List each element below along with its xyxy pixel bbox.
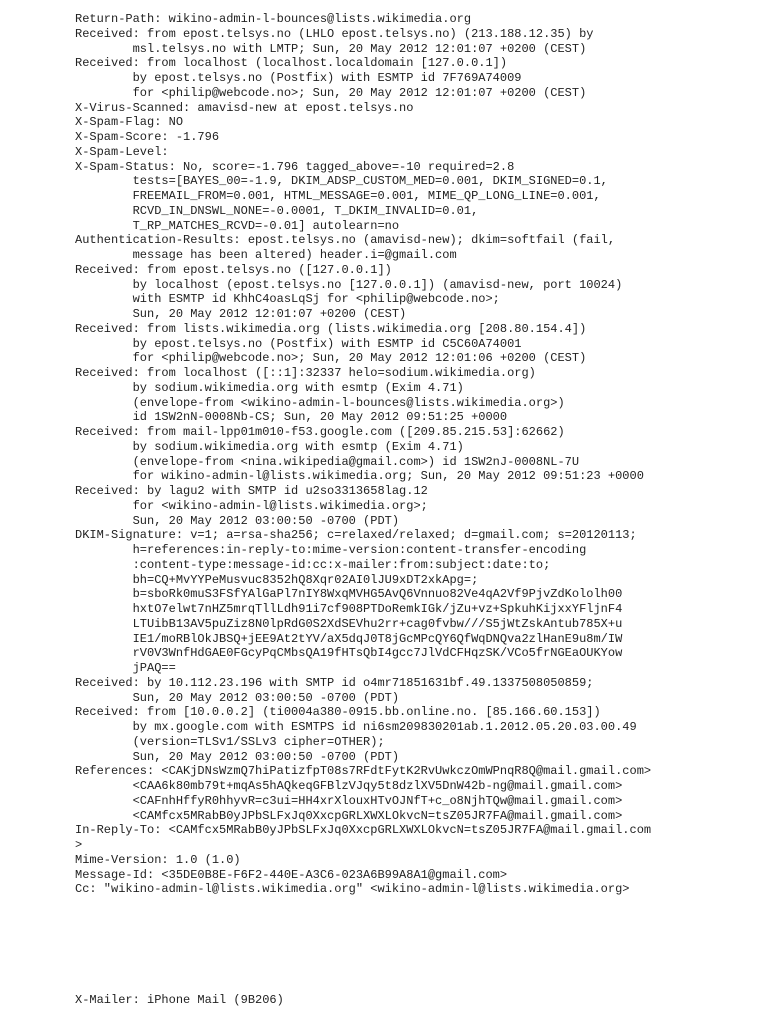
header-line: Received: from [10.0.0.2] (ti0004a380-0915.bb.online.no. [85.166.60.153]) (75, 705, 601, 720)
header-line: :content-type:message-id:cc:x-mailer:from:subject:date:to; (75, 557, 551, 572)
header-line: IE1/moRBlOkJBSQ+jEE9At2tYV/aX5dqJ0T8jGcMPcQY6QfWqDNQva2zlHanE9u8m/IW (75, 631, 623, 646)
header-line: Received: from lists.wikimedia.org (lists.wikimedia.org [208.80.154.4]) (75, 321, 587, 336)
header-line: hxtO7elwt7nHZ5mrqTllLdh91i7cf908PTDoRemkIGk/jZu+vz+SpkuhKijxxYFljnF4 (75, 602, 623, 616)
header-line: X-Spam-Status: No, score=-1.796 tagged_above=-10 required=2.8 (75, 159, 515, 174)
header-line: Authentication-Results: epost.telsys.no (amavisd-new); dkim=softfail (fail, (75, 233, 616, 248)
header-line: Message-Id: <35DE0B8E-F6F2-440E-A3C6-023A6B99A8A1@gmail.com> (75, 867, 508, 882)
header-line: DKIM-Signature: v=1; a=rsa-sha256; c=relaxed/relaxed; d=gmail.com; s=20120113; (75, 528, 637, 543)
header-line: by epost.telsys.no (Postfix) with ESMTP id 7F769A74009 (75, 71, 522, 85)
header-line: X-Virus-Scanned: amavisd-new at epost.telsys.no (75, 100, 414, 115)
header-line: Received: from localhost (localhost.localdomain [127.0.0.1]) (75, 56, 508, 71)
header-line: <CAA6k80mb79t+mqAs5hAQkeqGFBlzVJqy5t8dzlXV5DnW42b-ng@mail.gmail.com> (75, 779, 623, 793)
header-line: Sun, 20 May 2012 03:00:50 -0700 (PDT) (75, 749, 400, 764)
header-line: X-Mailer: iPhone Mail (9B206) (75, 993, 284, 1007)
header-line: X-Spam-Level: (75, 144, 169, 159)
header-line: msl.telsys.no with LMTP; Sun, 20 May 2012 12:01:07 +0200 (CEST) (75, 41, 587, 56)
header-line: for <philip@webcode.no>; Sun, 20 May 2012 12:01:06 +0200 (CEST) (75, 351, 587, 366)
header-line: Sun, 20 May 2012 03:00:50 -0700 (PDT) (75, 690, 400, 705)
header-line: with ESMTP id KhhC4oasLqSj for <philip@webcode.no>; (75, 292, 500, 307)
header-line: Sun, 20 May 2012 03:00:50 -0700 (PDT) (75, 513, 400, 528)
header-line: X-Spam-Flag: NO (75, 115, 184, 130)
header-line: by sodium.wikimedia.org with esmtp (Exim 4.71) (75, 380, 464, 395)
header-line: > (75, 838, 83, 852)
header-line: jPAQ== (75, 661, 176, 675)
header-line: FREEMAIL_FROM=0.001, HTML_MESSAGE=0.001, MIME_QP_LONG_LINE=0.001, (75, 189, 601, 203)
header-line: message has been altered) header.i=@gmail.com (75, 248, 457, 262)
header-line: h=references:in-reply-to:mime-version:content-transfer-encoding (75, 543, 587, 557)
header-line: Return-Path: wikino-admin-l-bounces@lists.wikimedia.org (75, 12, 472, 26)
header-line: rV0V3WnfHdGAE0FGcyPqCMbsQA19fHTsQbI4gcc7JlVdCFHqzSK/VCo5frNGEaOUKYow (75, 646, 623, 661)
header-line: for wikino-admin-l@lists.wikimedia.org; Sun, 20 May 2012 09:51:23 +0000 (75, 469, 644, 484)
header-line: (envelope-from <nina.wikipedia@gmail.com>) id 1SW2nJ-0008NL-7U (75, 454, 580, 469)
header-line: X-Spam-Score: -1.796 (75, 130, 220, 144)
header-line: Received: from epost.telsys.no ([127.0.0.1]) (75, 262, 392, 277)
header-line: Received: from mail-lpp01m010-f53.google.com ([209.85.215.53]:62662) (75, 425, 565, 439)
header-line: Received: from localhost ([::1]:32337 helo=sodium.wikimedia.org) (75, 366, 536, 380)
header-line: (envelope-from <wikino-admin-l-bounces@lists.wikimedia.org>) (75, 395, 565, 410)
header-line: Received: from epost.telsys.no (LHLO epost.telsys.no) (213.188.12.35) by (75, 26, 594, 41)
header-line: RCVD_IN_DNSWL_NONE=-0.0001, T_DKIM_INVALID=0.01, (75, 203, 479, 218)
header-line: by epost.telsys.no (Postfix) with ESMTP id C5C60A74001 (75, 336, 522, 351)
header-line: (version=TLSv1/SSLv3 cipher=OTHER); (75, 734, 385, 749)
header-block (75, 12, 765, 897)
header-line: by mx.google.com with ESMTPS id ni6sm209830201ab.1.2012.05.20.03.00.49 (75, 720, 637, 734)
header-line: Received: by lagu2 with SMTP id u2so3313658lag.12 (75, 484, 428, 498)
header-line: id 1SW2nN-0008Nb-CS; Sun, 20 May 2012 09:51:25 +0000 (75, 410, 508, 425)
header-line: T_RP_MATCHES_RCVD=-0.01] autolearn=no (75, 218, 400, 233)
header-line: tests=[BAYES_00=-1.9, DKIM_ADSP_CUSTOM_MED=0.001, DKIM_SIGNED=0.1, (75, 174, 608, 189)
header-line: Cc: "wikino-admin-l@lists.wikimedia.org" <wikino-admin-l@lists.wikimedia.org> (75, 882, 630, 897)
header-line: for <wikino-admin-l@lists.wikimedia.org>; (75, 498, 428, 513)
header-line: LTUibB13AV5puZiz8N0lpRdG0S2XdSEVhu2rr+cag0fvbw///S5jWtZskAntub785X+u (75, 616, 623, 631)
header-line: References: <CAKjDNsWzmQ7hiPatizfpT08s7RFdtFytK2RvUwkczOmWPnqR8Q@mail.gmail.com> (75, 764, 652, 779)
header-line: <CAFnhHffyR0hhyvR=c3ui=HH4xrXlouxHTvOJNfT+c_o8NjhTQw@mail.gmail.com> (75, 793, 623, 808)
header-line: bh=CQ+MvYYPeMusvuc8352hQ8Xqr02AI0lJU9xDT2xkApg=; (75, 572, 479, 587)
header-line: Sun, 20 May 2012 12:01:07 +0200 (CEST) (75, 307, 407, 321)
header-line: <CAMfcx5MRabB0yJPbSLFxJq0XxcpGRLXWXLOkvcN=tsZ05JR7FA@mail.gmail.com> (75, 808, 623, 823)
header-line: b=sboRk0muS3FSfYAlGaPl7nIY8WxqMVHG5AvQ6Vnnuo82Ve4qA2Vf9PjvZdKololh00 (75, 587, 623, 602)
header-line: by localhost (epost.telsys.no [127.0.0.1]) (amavisd-new, port 10024) (75, 277, 623, 292)
header-line: In-Reply-To: <CAMfcx5MRabB0yJPbSLFxJq0XxcpGRLXWXLOkvcN=tsZ05JR7FA@mail.gmail.com (75, 823, 652, 838)
email-headers-document (75, 12, 765, 1008)
blank-gap (75, 897, 765, 993)
footer-block (75, 993, 765, 1008)
header-line: by sodium.wikimedia.org with esmtp (Exim 4.71) (75, 439, 464, 454)
header-line: Received: by 10.112.23.196 with SMTP id o4mr71851631bf.49.1337508050859; (75, 675, 594, 690)
header-line: Mime-Version: 1.0 (1.0) (75, 852, 241, 867)
header-line: for <philip@webcode.no>; Sun, 20 May 2012 12:01:07 +0200 (CEST) (75, 85, 587, 100)
